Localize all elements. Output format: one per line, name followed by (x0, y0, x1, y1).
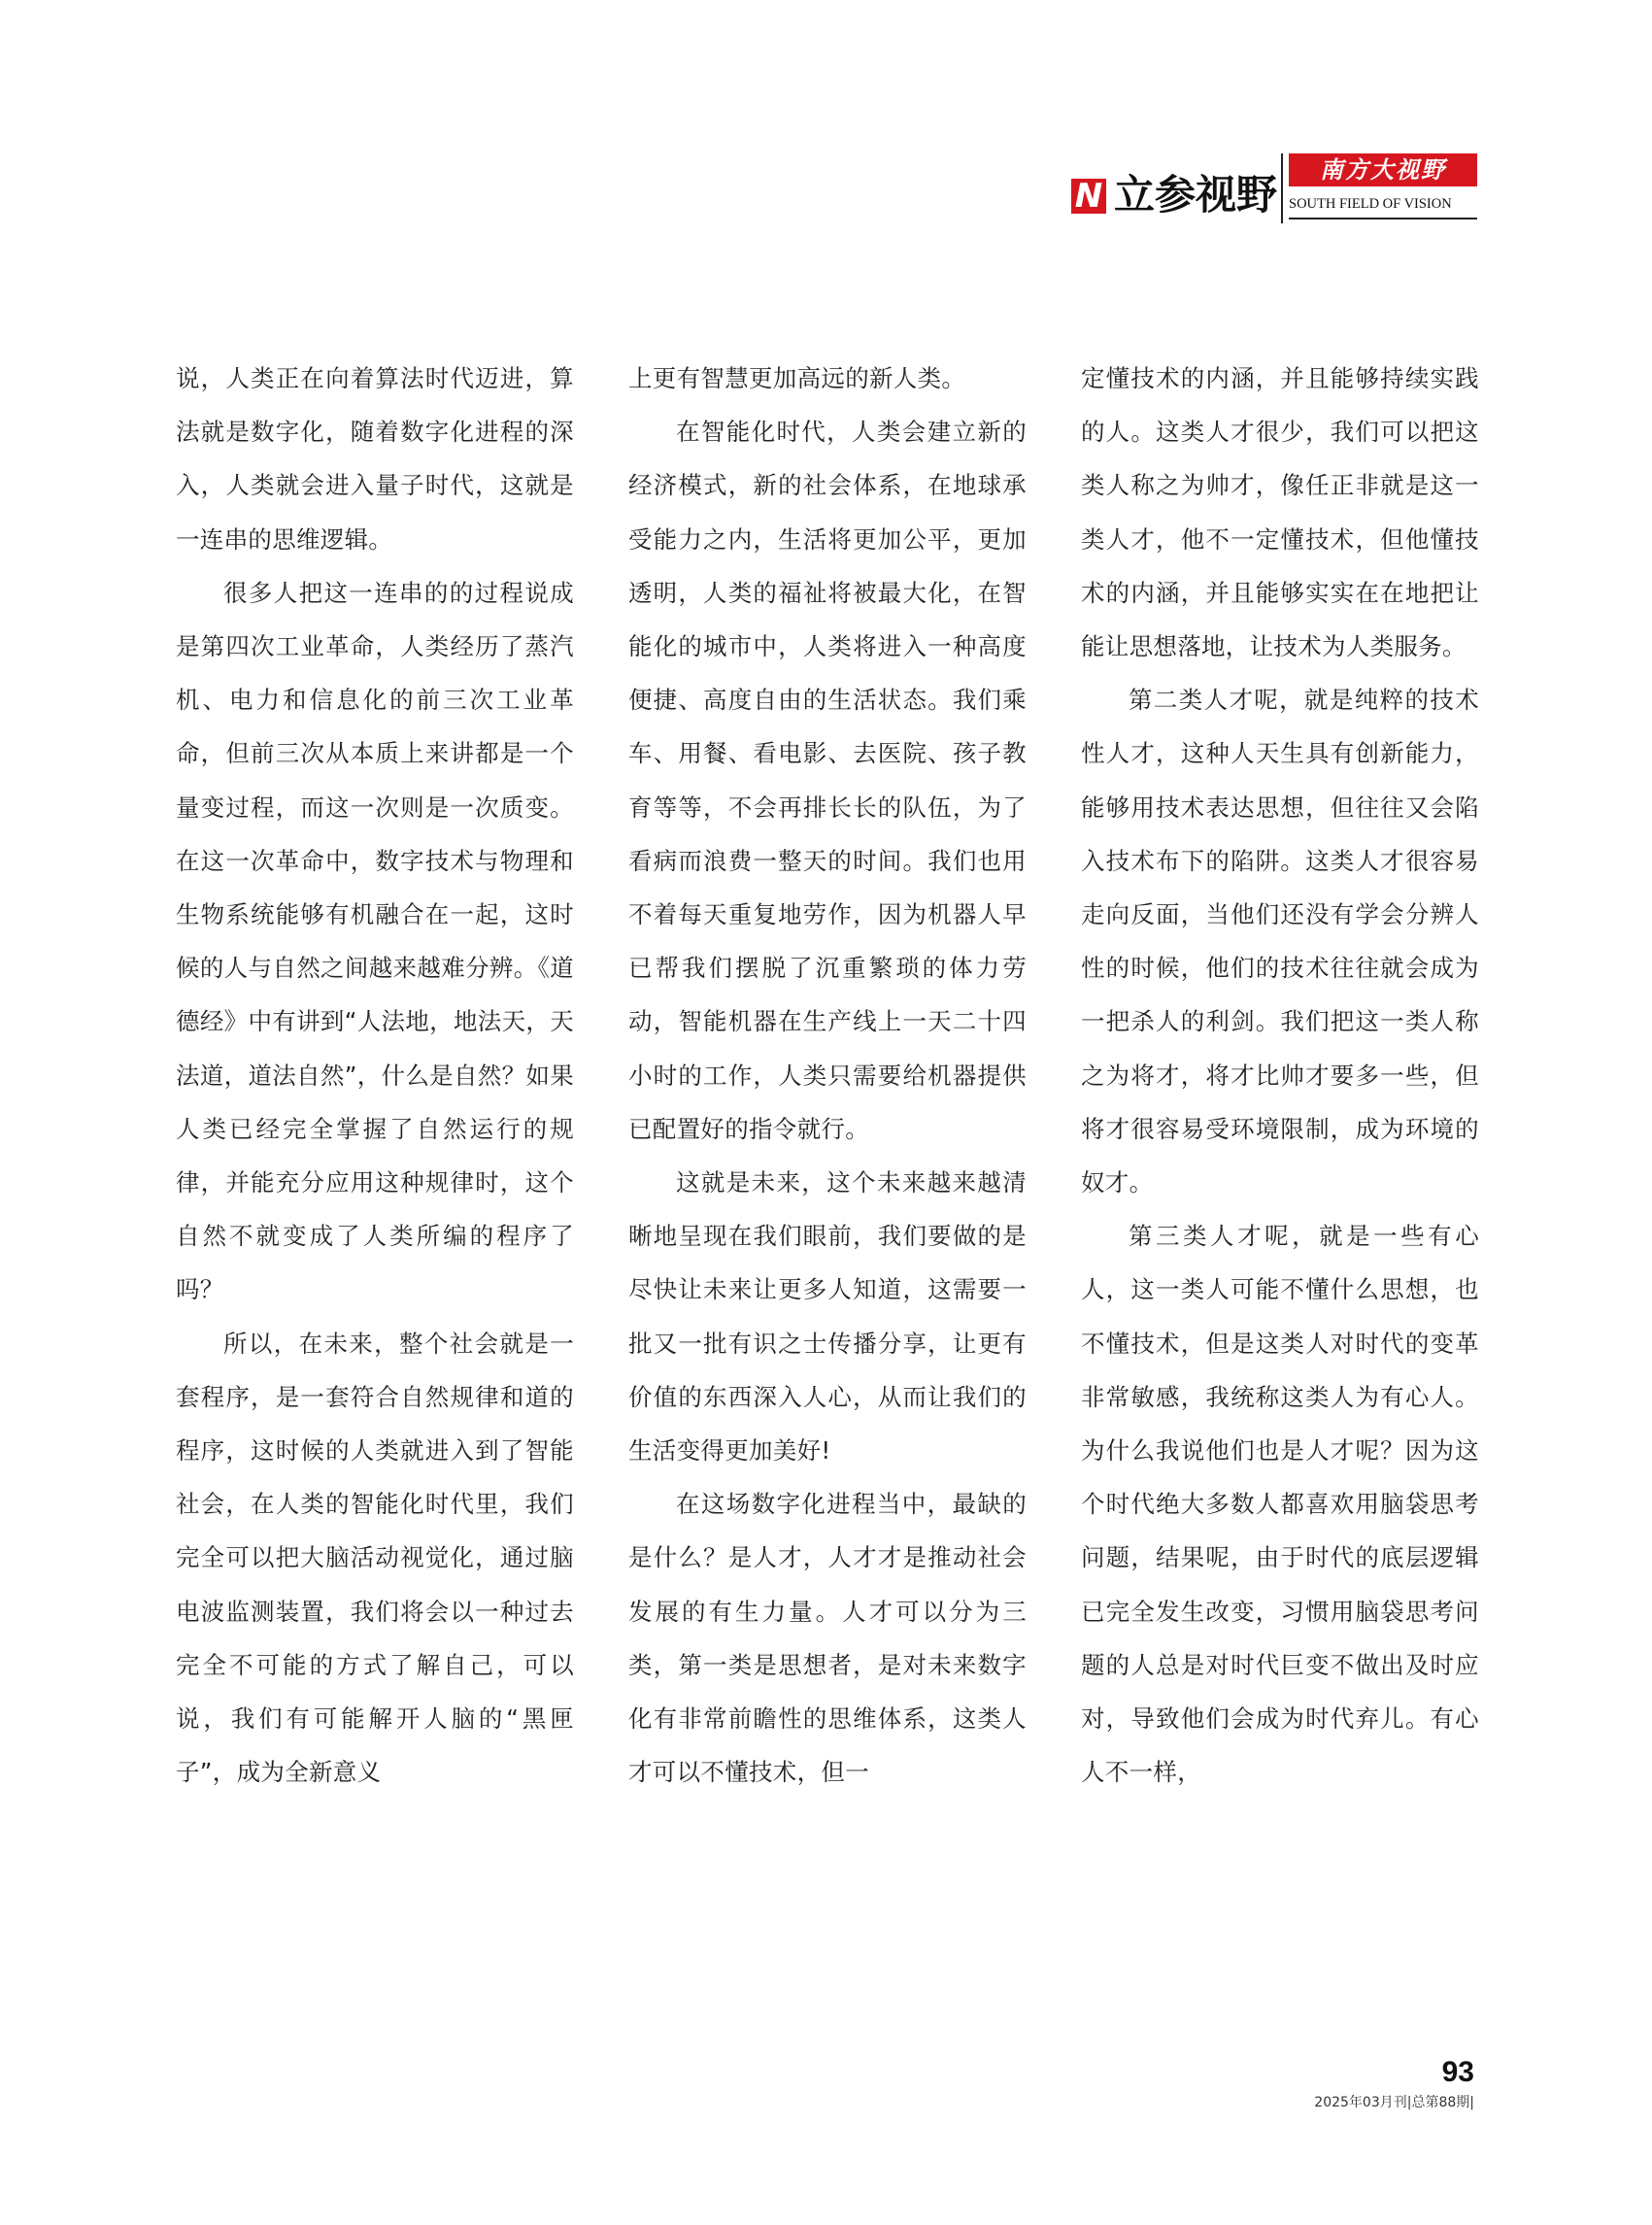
header-divider (1281, 153, 1283, 223)
paragraph: 第二类人才呢，就是纯粹的技术性人才，这种人天生具有创新能力，能够用技术表达思想，但往往又会陷入技术布下的陷阱。这类人才很容易走向反面，当他们还没有学会分辨人性的时候，他们的技术往往就会成为一把杀人的利剑。我们把这一类人称之为将才，将才比帅才要多一些，但将才很容易受环境限制，成为环境的奴才。 (1081, 686, 1479, 1197)
paragraph: 所以，在未来，整个社会就是一套程序，是一套符合自然规律和道的程序，这时候的人类就进入到了智能社会，在人类的智能化时代里，我们完全可以把大脑活动视觉化，通过脑电波监测装置，我们将会以一种过去完全不可能的方式了解自己，可以说，我们有可能解开人脑的“黑匣子”，成为全新意义 (176, 1329, 574, 1787)
issue-info: 2025年03月刊|总第88期| (1314, 2095, 1474, 2110)
paragraph: 上更有智慧更加高远的新人类。 (628, 364, 966, 392)
brand-underline (1289, 218, 1477, 219)
text-column-1 (176, 352, 574, 1799)
paragraph: 说，人类正在向着算法时代迈进，算法就是数字化，随着数字化进程的深入，人类就会进入量子时代，这就是一连串的思维逻辑。 (176, 364, 574, 554)
n-logo-icon: N (1071, 179, 1106, 214)
page-number: 93 (1441, 2056, 1474, 2088)
paragraph: 这就是未来，这个未来越来越清晰地呈现在我们眼前，我们要做的是尽快让未来让更多人知道，这需要一批又一批有识之士传播分享，让更有价值的东西深入人心，从而让我们的生活变得更加美好! (628, 1168, 1027, 1466)
paragraph: 在这场数字化进程当中，最缺的是什么？是人才，人才才是推动社会发展的有生力量。人才可以分为三类，第一类是思想者，是对未来数字化有非常前瞻性的思维体系，这类人才可以不懂技术，但一 (628, 1490, 1027, 1787)
text-column-3 (1081, 352, 1479, 1799)
magazine-header (1071, 150, 1479, 227)
paragraph: 在智能化时代，人类会建立新的经济模式，新的社会体系，在地球承受能力之内，生活将更加公平，更加透明，人类的福祉将被最大化，在智能化的城市中，人类将进入一种高度便捷、高度自由的生活状态。我们乘车、用餐、看电影、去医院、孩子教育等等，不会再排长长的队伍，为了看病而浪费一整天的时间。我们也用不着每天重复地劳作，因为机器人早已帮我们摆脱了沉重繁琐的体力劳动，智能机器在生产线上一天二十四小时的工作，人类只需要给机器提供已配置好的指令就行。 (628, 418, 1027, 1143)
text-column-2 (628, 352, 1027, 1799)
brand-logo: 南方大视野 (1289, 153, 1477, 186)
paragraph: 定懂技术的内涵，并且能够持续实践的人。这类人才很少，我们可以把这类人称之为帅才，像任正非就是这一类人才，他不一定懂技术，但他懂技术的内涵，并且能够实实在在地把让能让思想落地，让技术为人类服务。 (1081, 364, 1479, 661)
paragraph: 第三类人才呢，就是一些有心人，这一类人可能不懂什么思想，也不懂技术，但是这类人对时代的变革非常敏感，我统称这类人为有心人。为什么我说他们也是人才呢？因为这个时代绝大多数人都喜欢用脑袋思考问题，结果呢，由于时代的底层逻辑已完全发生改变，习惯用脑袋思考问题的人总是对时代巨变不做出及时应对，导致他们会成为时代弃儿。有心人不一样， (1081, 1222, 1479, 1787)
section-title: 立参视野 (1114, 171, 1278, 219)
paragraph: 很多人把这一连串的的过程说成是第四次工业革命，人类经历了蒸汽机、电力和信息化的前三次工业革命，但前三次从本质上来讲都是一个量变过程，而这一次则是一次质变。在这一次革命中，数字技术与物理和生物系统能够有机融合在一起，这时候的人与自然之间越来越难分辨。《道德经》中有讲到“人法地，地法天，天法道，道法自然”，什么是自然？如果人类已经完全掌握了自然运行的规律，并能充分应用这种规律时，这个自然不就变成了人类所编的程序了吗？ (176, 578, 574, 1304)
brand-english-name: SOUTH FIELD OF VISION (1289, 196, 1452, 212)
